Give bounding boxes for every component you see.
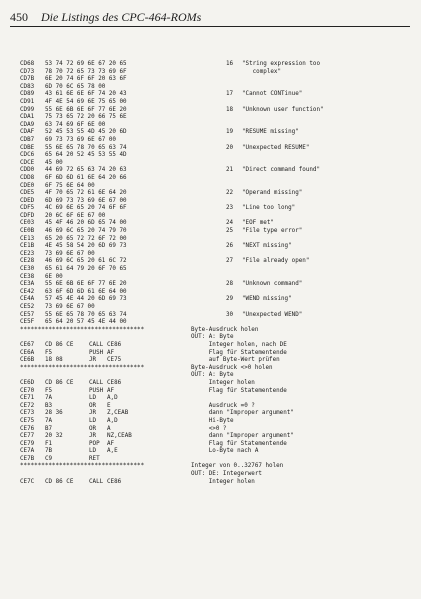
listing-message: "Unknown command" bbox=[242, 281, 303, 288]
listing-mnemonic: LD bbox=[89, 417, 97, 424]
listing-error-number: 26 bbox=[226, 243, 234, 250]
listing-address: CD7B bbox=[20, 76, 35, 83]
listing-address: CE72 bbox=[20, 402, 35, 409]
listing-bytes: 4F 70 65 72 61 6E 64 20 bbox=[45, 190, 127, 197]
listing-address: CE76 bbox=[20, 425, 35, 432]
listing-address: CE13 bbox=[20, 235, 35, 242]
listing-separator: *********************************** bbox=[20, 364, 145, 371]
listing-bytes: F5 bbox=[45, 349, 53, 356]
listing-mnemonic: CALL bbox=[89, 478, 104, 485]
listing-line bbox=[20, 114, 412, 122]
listing-message: "Unexpected RESUME" bbox=[242, 144, 310, 151]
listing-address: CE6A bbox=[20, 349, 35, 356]
listing-address: CE1B bbox=[20, 243, 35, 250]
listing-bytes: 55 6E 65 78 70 65 63 74 bbox=[45, 144, 127, 151]
listing-mnemonic: LD bbox=[89, 395, 97, 402]
listing-address: CE77 bbox=[20, 433, 35, 440]
listing-message: "NEXT missing" bbox=[242, 243, 292, 250]
listing-bytes: 55 6E 6B 6E 6F 77 6E 20 bbox=[45, 281, 127, 288]
listing-address: CE73 bbox=[20, 410, 35, 417]
listing-operand: CE75 bbox=[107, 357, 122, 364]
listing-bytes: 45 4F 46 20 6D 65 74 00 bbox=[45, 220, 127, 227]
listing-bytes: 7A bbox=[45, 395, 53, 402]
listing-address: CDE0 bbox=[20, 182, 35, 189]
listing-address: CD68 bbox=[20, 61, 35, 67]
listing-mnemonic: JR bbox=[89, 410, 97, 417]
listing-address: CE57 bbox=[20, 311, 35, 318]
listing-mnemonic: CALL bbox=[89, 379, 104, 386]
listing-comment: Lo-Byte nach A bbox=[191, 448, 259, 455]
listing-bytes: 4F 4E 54 69 6E 75 65 00 bbox=[45, 98, 127, 105]
listing-address: CE5F bbox=[20, 319, 35, 326]
listing-line bbox=[20, 448, 412, 456]
listing-line bbox=[20, 357, 412, 365]
listing-line bbox=[20, 236, 412, 244]
listing-address: CE28 bbox=[20, 258, 35, 265]
listing-line bbox=[20, 319, 412, 327]
listing-line bbox=[20, 304, 412, 312]
listing-line bbox=[20, 479, 412, 487]
listing-error-number: 16 bbox=[226, 61, 234, 67]
listing-address: CE30 bbox=[20, 266, 35, 273]
listing-comment: <>0 ? bbox=[191, 425, 227, 432]
listing-mnemonic: LD bbox=[89, 448, 97, 455]
listing-line bbox=[20, 471, 412, 479]
listing-line bbox=[20, 190, 412, 198]
listing-mnemonic: PUSH bbox=[89, 387, 104, 394]
listing-bytes: 65 64 20 57 45 4E 44 00 bbox=[45, 319, 127, 326]
listing-address: CE67 bbox=[20, 341, 35, 348]
listing-message: "WEND missing" bbox=[242, 296, 292, 303]
listing-message: complex" bbox=[242, 68, 282, 75]
listing-bytes: CD 86 CE bbox=[45, 379, 74, 386]
listing-address: CE4A bbox=[20, 296, 35, 303]
listing-operand: CE86 bbox=[107, 379, 122, 386]
listing-bytes: 44 69 72 65 63 74 20 63 bbox=[45, 167, 127, 174]
listing-address: CDC6 bbox=[20, 152, 35, 159]
listing-line bbox=[20, 274, 412, 282]
listing-comment: Integer holen, nach DE bbox=[191, 341, 287, 348]
listing-line bbox=[20, 418, 412, 426]
listing-message: "Unknown user function" bbox=[242, 106, 324, 113]
listing-error-number: 22 bbox=[226, 190, 234, 197]
listing-address: CE0B bbox=[20, 228, 35, 235]
listing-line bbox=[20, 122, 412, 130]
listing-line bbox=[20, 183, 412, 191]
listing-bytes: 55 6E 65 78 70 65 63 74 bbox=[45, 311, 127, 318]
listing-bytes: 6F 6D 6D 61 6E 64 20 66 bbox=[45, 174, 127, 181]
listing-error-number: 21 bbox=[226, 167, 234, 174]
listing-bytes: 6E 20 74 6F 6F 20 63 6F bbox=[45, 76, 127, 83]
listing-bytes: 63 6F 6D 6D 61 6E 64 00 bbox=[45, 288, 127, 295]
listing-mnemonic: OR bbox=[89, 425, 97, 432]
listing-message: "File already open" bbox=[242, 258, 310, 265]
listing-error-number: 19 bbox=[226, 129, 234, 136]
listing-message: "String expression too bbox=[242, 61, 321, 67]
listing-address: CDA9 bbox=[20, 121, 35, 128]
listing-comment: Flag für Statementende bbox=[191, 440, 287, 447]
listing-address: CE71 bbox=[20, 395, 35, 402]
listing-line bbox=[20, 213, 412, 221]
listing-line bbox=[20, 372, 412, 380]
listing-address: CDFD bbox=[20, 212, 35, 219]
listing-mnemonic: JR bbox=[89, 357, 97, 364]
listing-bytes: 6D 70 6C 65 78 00 bbox=[45, 83, 106, 90]
listing-message: "Cannot CONTinue" bbox=[242, 91, 303, 98]
listing-message: "Unexpected WEND" bbox=[242, 311, 303, 318]
listing-line bbox=[20, 167, 412, 175]
listing-address: CDF5 bbox=[20, 205, 35, 212]
listing-operand: AF bbox=[107, 440, 115, 447]
listing-error-number: 25 bbox=[226, 228, 234, 235]
listing-message: "EOF met" bbox=[242, 220, 274, 227]
listing-mnemonic: OR bbox=[89, 402, 97, 409]
listing-line bbox=[20, 137, 412, 145]
listing-comment: Flag für Statementende bbox=[191, 387, 287, 394]
listing-error-number: 17 bbox=[226, 91, 234, 98]
listing-operand: CE86 bbox=[107, 478, 122, 485]
listing-bytes: B3 bbox=[45, 402, 53, 409]
running-title: Die Listings des CPC-464-ROMs bbox=[41, 10, 202, 24]
listing-operand: Z,CEAB bbox=[107, 410, 129, 417]
listing-line bbox=[20, 350, 412, 358]
listing-bytes: 63 74 69 6F 6E 00 bbox=[45, 121, 106, 128]
listing-bytes: F1 bbox=[45, 440, 53, 447]
listing-address: CDD0 bbox=[20, 167, 35, 174]
listing-address: CE7A bbox=[20, 448, 35, 455]
listing-bytes: 7A bbox=[45, 417, 53, 424]
listing-bytes: B7 bbox=[45, 425, 53, 432]
listing-error-number: 23 bbox=[226, 205, 234, 212]
listing-line bbox=[20, 312, 412, 320]
listing-comment: Byte-Ausdruck <>0 holen bbox=[191, 364, 273, 371]
listing-bytes: 46 69 6C 65 20 61 6C 72 bbox=[45, 258, 127, 265]
listing-line bbox=[20, 84, 412, 92]
listing-line bbox=[20, 129, 412, 137]
listing-message: "File type error" bbox=[242, 228, 303, 235]
listing-line bbox=[20, 99, 412, 107]
listing-message: "Operand missing" bbox=[242, 190, 303, 197]
listing-address: CDE5 bbox=[20, 190, 35, 197]
listing-error-number: 20 bbox=[226, 144, 234, 151]
listing-line bbox=[20, 61, 412, 69]
listing-line bbox=[20, 251, 412, 259]
listing-bytes: 45 00 bbox=[45, 159, 63, 166]
listing-comment: Integer holen bbox=[191, 478, 255, 485]
listing-message: "Direct command found" bbox=[242, 167, 321, 174]
listing-line bbox=[20, 69, 412, 77]
listing-line bbox=[20, 145, 412, 153]
listing-operand: AF bbox=[107, 387, 115, 394]
listing-mnemonic: PUSH bbox=[89, 349, 104, 356]
listing-line bbox=[20, 395, 412, 403]
listing-operand: A,E bbox=[107, 448, 118, 455]
listing-comment: Ausdruck =0 ? bbox=[191, 402, 255, 409]
listing-operand: NZ,CEAB bbox=[107, 433, 132, 440]
listing-address: CE52 bbox=[20, 304, 35, 310]
listing-comment: Integer von 0..32767 holen bbox=[191, 463, 284, 470]
listing-bytes: 6D 69 73 73 69 6E 67 00 bbox=[45, 197, 127, 204]
listing-bytes: 73 69 6E 67 00 bbox=[45, 250, 95, 257]
listing-bytes: 6F 75 6E 64 00 bbox=[45, 182, 95, 189]
listing-bytes: CD 86 CE bbox=[45, 341, 74, 348]
listing-comment: dann "Improper argument" bbox=[191, 433, 294, 440]
listing-error-number: 28 bbox=[226, 281, 234, 288]
listing-line bbox=[20, 228, 412, 236]
listing-line bbox=[20, 160, 412, 168]
listing-bytes: 69 73 73 69 6E 67 00 bbox=[45, 136, 116, 143]
listing-line bbox=[20, 107, 412, 115]
listing-line bbox=[20, 334, 412, 342]
listing-line bbox=[20, 243, 412, 251]
listing-line bbox=[20, 410, 412, 418]
listing-bytes: 20 32 bbox=[45, 433, 63, 440]
listing-address: CE23 bbox=[20, 250, 35, 257]
listing-comment: Integer holen bbox=[191, 379, 255, 386]
listing-bytes: 46 69 6C 65 20 74 79 70 bbox=[45, 228, 127, 235]
listing-line bbox=[20, 403, 412, 411]
listing-error-number: 18 bbox=[226, 106, 234, 113]
listing-address: CE6D bbox=[20, 379, 35, 386]
listing-bytes: F5 bbox=[45, 387, 53, 394]
listing-operand: A,D bbox=[107, 395, 118, 402]
listing-line bbox=[20, 380, 412, 388]
listing-message: "RESUME missing" bbox=[242, 129, 299, 136]
listing-line bbox=[20, 456, 412, 464]
listing-comment: dann "Improper argument" bbox=[191, 410, 294, 417]
listing-address: CE3A bbox=[20, 281, 35, 288]
listing-message: "Line too long" bbox=[242, 205, 296, 212]
listing-line bbox=[20, 365, 412, 373]
listing-address: CE03 bbox=[20, 220, 35, 227]
listing-bytes: 57 45 4E 44 20 6D 69 73 bbox=[45, 296, 127, 303]
header-rule bbox=[10, 26, 410, 27]
listing-line bbox=[20, 441, 412, 449]
listing-bytes: C9 bbox=[45, 455, 53, 462]
listing-address: CE79 bbox=[20, 440, 35, 447]
listing-address: CD83 bbox=[20, 83, 35, 90]
listing-address: CD91 bbox=[20, 98, 35, 105]
listing-bytes: 43 61 6E 6E 6F 74 20 43 bbox=[45, 91, 127, 98]
listing-line bbox=[20, 152, 412, 160]
listing-address: CE70 bbox=[20, 387, 35, 394]
listing-bytes: 75 73 65 72 20 66 75 6E bbox=[45, 114, 127, 121]
listing-bytes: 18 08 bbox=[45, 357, 63, 364]
listing-comment: auf Byte-Wert prüfen bbox=[191, 357, 280, 364]
listing-comment: Hi-Byte bbox=[191, 417, 234, 424]
listing-line bbox=[20, 327, 412, 335]
listing-separator: *********************************** bbox=[20, 326, 145, 333]
listing-separator: *********************************** bbox=[20, 463, 145, 470]
listing-line bbox=[20, 388, 412, 396]
listing-mnemonic: JR bbox=[89, 433, 97, 440]
listing-address: CDA1 bbox=[20, 114, 35, 121]
listing-bytes: 52 45 53 55 4D 45 20 6D bbox=[45, 129, 127, 136]
listing-error-number: 27 bbox=[226, 258, 234, 265]
listing-line bbox=[20, 91, 412, 99]
listing-mnemonic: RET bbox=[89, 455, 100, 462]
listing-comment: OUT: A: Byte bbox=[191, 334, 234, 341]
listing-address: CE38 bbox=[20, 273, 35, 280]
listing-bytes: 4C 69 6E 65 20 74 6F 6F bbox=[45, 205, 127, 212]
listing-line bbox=[20, 175, 412, 183]
listing-bytes: 65 20 65 72 72 6F 72 00 bbox=[45, 235, 127, 242]
listing-address: CE7B bbox=[20, 455, 35, 462]
listing-operand: CE86 bbox=[107, 341, 122, 348]
listing-comment: Byte-Ausdruck holen bbox=[191, 326, 259, 333]
listing-address: CE75 bbox=[20, 417, 35, 424]
page-header bbox=[10, 10, 410, 34]
listing-address: CDED bbox=[20, 197, 35, 204]
listing-bytes: 4E 45 58 54 20 6D 69 73 bbox=[45, 243, 127, 250]
listing-address: CDB7 bbox=[20, 136, 35, 143]
listing-bytes: 20 6C 6F 6E 67 00 bbox=[45, 212, 106, 219]
listing-operand: AF bbox=[107, 349, 115, 356]
listing-line bbox=[20, 463, 412, 471]
page-number: 450 bbox=[10, 10, 28, 24]
listing-bytes: 53 74 72 69 6E 67 20 65 bbox=[45, 61, 127, 67]
listing-line bbox=[20, 220, 412, 228]
listing-bytes: 55 6E 6B 6E 6F 77 6E 20 bbox=[45, 106, 127, 113]
code-listing bbox=[20, 61, 412, 486]
listing-error-number: 24 bbox=[226, 220, 234, 227]
listing-line bbox=[20, 342, 412, 350]
listing-error-number: 30 bbox=[226, 311, 234, 318]
listing-line bbox=[20, 205, 412, 213]
listing-line bbox=[20, 426, 412, 434]
listing-address: CD99 bbox=[20, 106, 35, 113]
listing-bytes: CD 86 CE bbox=[45, 478, 74, 485]
listing-line bbox=[20, 289, 412, 297]
listing-address: CE42 bbox=[20, 288, 35, 295]
listing-bytes: 7B bbox=[45, 448, 53, 455]
listing-comment: OUT: DE: Integerwert bbox=[191, 471, 262, 478]
listing-operand: A bbox=[107, 425, 111, 432]
listing-line bbox=[20, 296, 412, 304]
listing-line bbox=[20, 433, 412, 441]
listing-bytes: 28 36 bbox=[45, 410, 63, 417]
listing-address: CE6B bbox=[20, 357, 35, 364]
listing-address: CDBE bbox=[20, 144, 35, 151]
listing-bytes: 6E 00 bbox=[45, 273, 63, 280]
listing-line bbox=[20, 258, 412, 266]
listing-line bbox=[20, 198, 412, 206]
listing-address: CE7C bbox=[20, 478, 35, 485]
listing-operand: E bbox=[107, 402, 111, 409]
listing-bytes: 78 70 72 65 73 73 69 6F bbox=[45, 68, 127, 75]
listing-error-number: 29 bbox=[226, 296, 234, 303]
listing-line bbox=[20, 266, 412, 274]
listing-line bbox=[20, 281, 412, 289]
listing-bytes: 73 69 6E 67 00 bbox=[45, 304, 95, 310]
listing-line bbox=[20, 76, 412, 84]
listing-address: CDCE bbox=[20, 159, 35, 166]
listing-mnemonic: POP bbox=[89, 440, 100, 447]
listing-comment: OUT: A: Byte bbox=[191, 372, 234, 379]
listing-address: CDD8 bbox=[20, 174, 35, 181]
listing-bytes: 65 61 64 79 20 6F 70 65 bbox=[45, 266, 127, 273]
listing-address: CD89 bbox=[20, 91, 35, 98]
listing-address: CDAF bbox=[20, 129, 35, 136]
listing-bytes: 65 64 20 52 45 53 55 4D bbox=[45, 152, 127, 159]
listing-operand: A,D bbox=[107, 417, 118, 424]
listing-address: CD73 bbox=[20, 68, 35, 75]
listing-mnemonic: CALL bbox=[89, 341, 104, 348]
listing-comment: Flag für Statementende bbox=[191, 349, 287, 356]
